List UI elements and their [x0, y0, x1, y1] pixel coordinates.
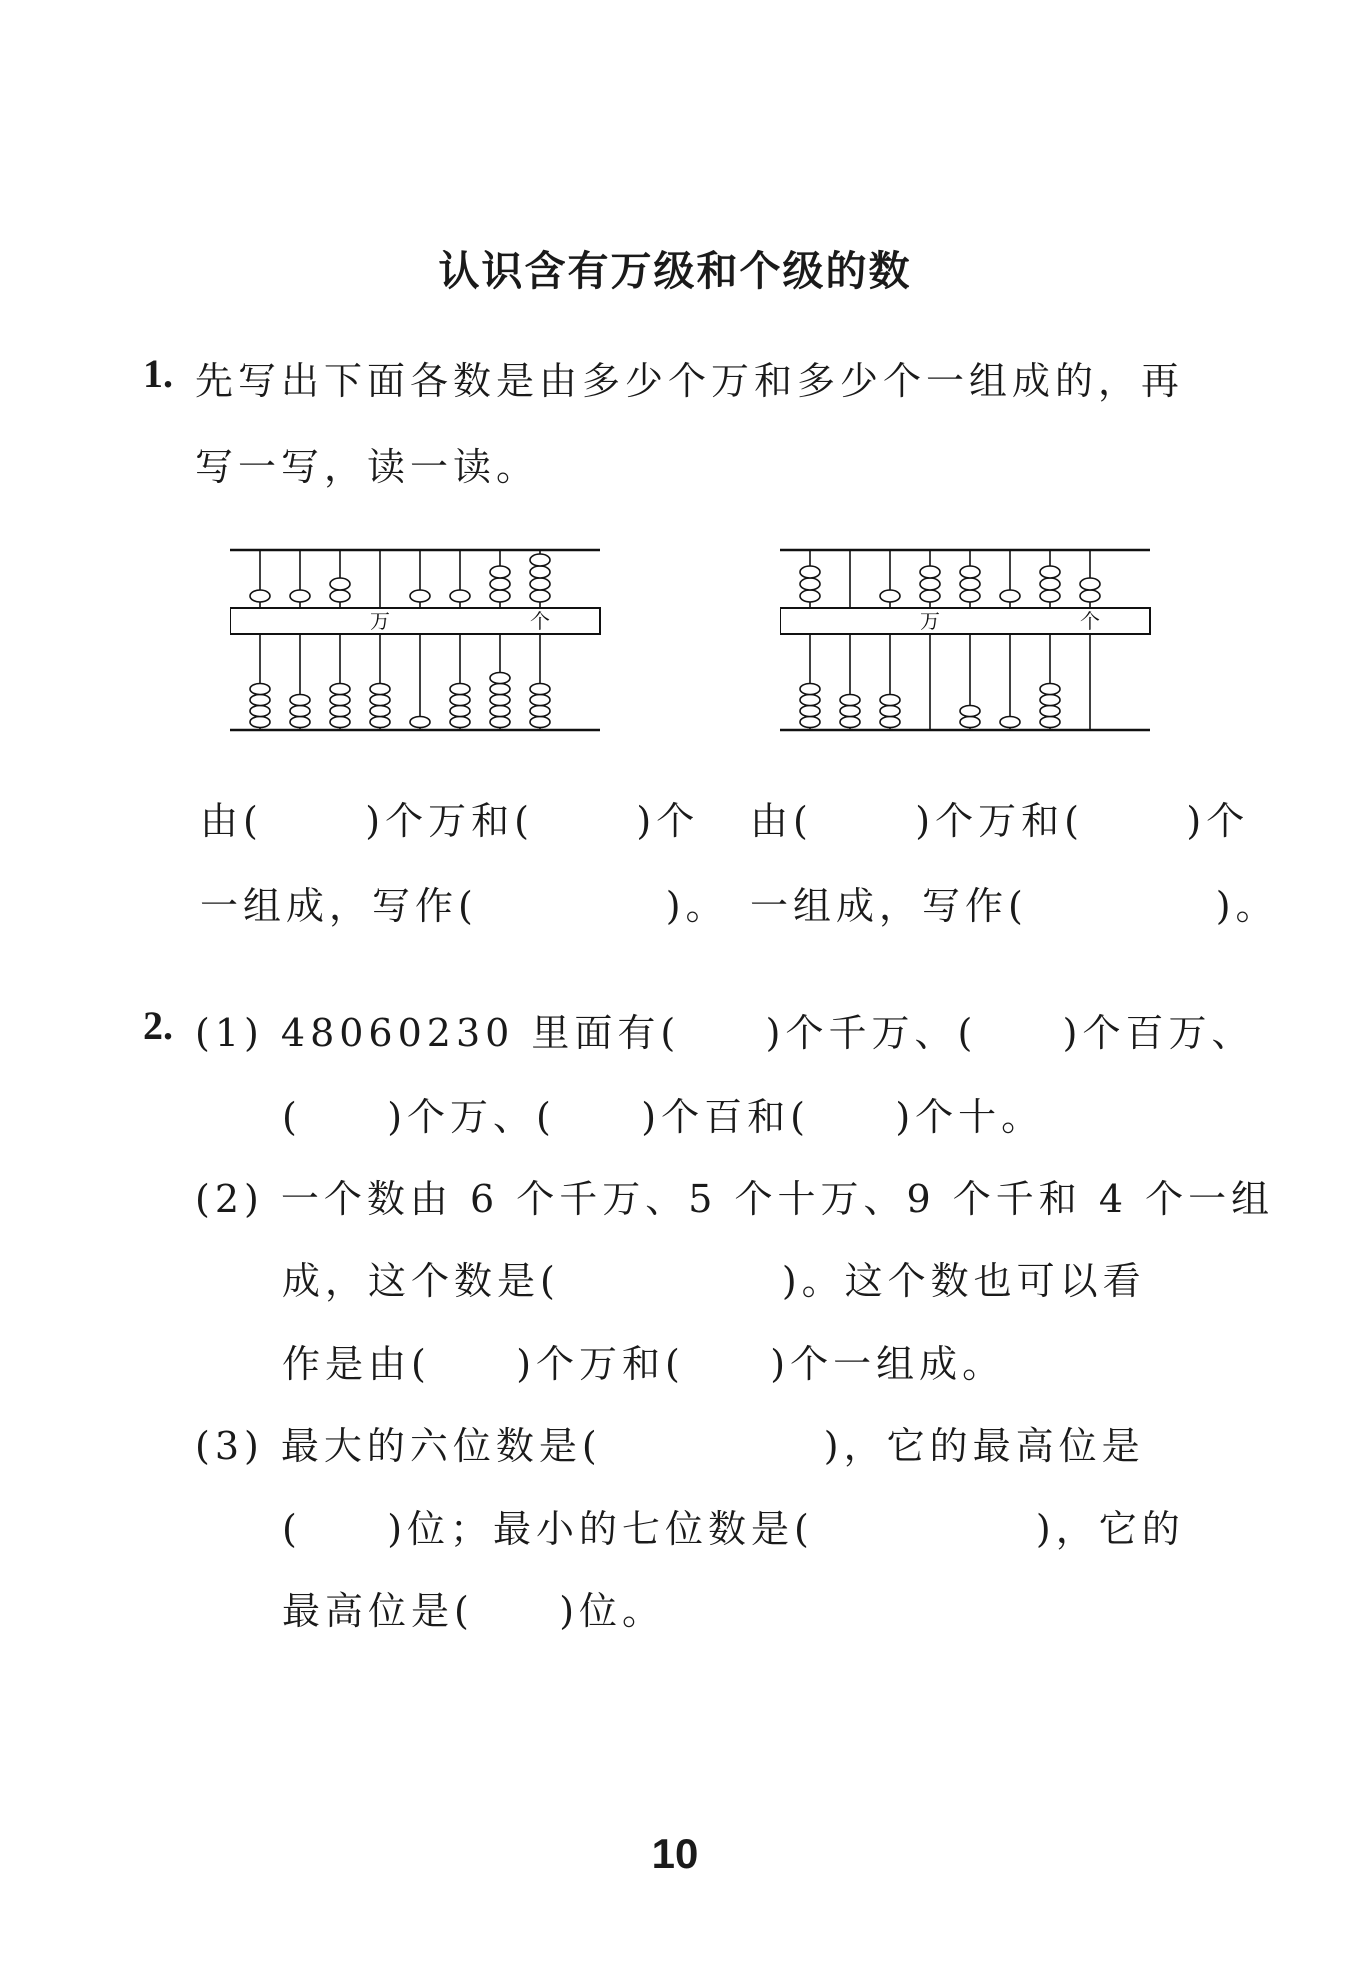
abacus-right-lower-bead — [1040, 706, 1060, 717]
abacus-left-upper-bead — [450, 590, 470, 602]
abacus-left-lower-bead — [490, 717, 510, 728]
abacus-left-upper-bead — [290, 590, 310, 602]
q2-part3-line-1: (3) 最大的六位数是( )，它的最高位是 — [195, 1424, 1145, 1468]
abacus-right-lower-bead — [880, 717, 900, 728]
abacus-left-lower-bead — [330, 717, 350, 728]
q2-part2-line-1: (2) 一个数由 6 个千万、5 个十万、9 个千和 4 个一组 — [195, 1177, 1275, 1221]
abacus-right-lower-bead — [1040, 717, 1060, 728]
abacus-left-upper-bead — [250, 590, 270, 602]
abacus-right-lower-bead — [800, 695, 820, 706]
abacus-left-lower-bead — [530, 695, 550, 706]
abacus-right-lower-bead — [1040, 684, 1060, 695]
abacus-right-upper-bead — [1080, 590, 1100, 602]
abacus-left-upper-bead — [530, 590, 550, 602]
abacus-right-lower-bead — [800, 717, 820, 728]
abacus-left-lower-bead — [250, 695, 270, 706]
abacus-left-upper-bead — [530, 578, 550, 590]
abacus-left-lower-bead — [290, 706, 310, 717]
abacus-left-upper-bead — [330, 578, 350, 590]
q2-part1-line-2: ( )个万、( )个百和( )个十。 — [282, 1095, 1045, 1139]
abacus-right-upper-bead — [800, 566, 820, 578]
abacus-right-upper-bead — [1080, 578, 1100, 590]
page-title: 认识含有万级和个级的数 — [438, 247, 912, 295]
abacus-right-upper-bead — [880, 590, 900, 602]
abacus-right-lower-bead — [840, 695, 860, 706]
abacus-right-lower-bead — [1040, 695, 1060, 706]
abacus-left-lower-bead — [530, 684, 550, 695]
abacus-right-upper-bead — [1040, 566, 1060, 578]
q2-part2-line-2: 成，这个数是( )。这个数也可以看 — [282, 1259, 1146, 1303]
abacus-right-lower-bead — [800, 706, 820, 717]
q2-part3-line-3: 最高位是( )位。 — [282, 1589, 666, 1633]
page-number: 10 — [651, 1830, 699, 1877]
q2-part3-line-2: ( )位；最小的七位数是( )，它的 — [282, 1507, 1185, 1551]
question-1-number: 1. — [143, 351, 173, 396]
abacus-right-upper-bead — [920, 590, 940, 602]
abacus-right-lower-bead — [1000, 717, 1020, 728]
abacus-left-lower-bead — [250, 684, 270, 695]
abacus-right-lower-bead — [880, 695, 900, 706]
question-2-number: 2. — [143, 1003, 173, 1048]
abacus-right-upper-bead — [960, 566, 980, 578]
abacus-left-lower-bead — [290, 717, 310, 728]
abacus-left-lower-bead — [490, 695, 510, 706]
abacus-right-upper-bead — [920, 566, 940, 578]
abacus-right-fill-2: 一组成，写作( )。 — [750, 884, 1279, 928]
abacus-left-lower-bead — [370, 717, 390, 728]
abacus-left-lower-bead — [490, 673, 510, 684]
abacus-right — [780, 530, 1180, 750]
abacus-right-upper-bead — [960, 578, 980, 590]
abacus-left-fill-2: 一组成，写作( )。 — [200, 884, 729, 928]
abacus-left-lower-bead — [530, 717, 550, 728]
abacus-left-lower-bead — [490, 684, 510, 695]
abacus-right-upper-bead — [920, 578, 940, 590]
abacus-left-upper-bead — [530, 566, 550, 578]
abacus-left-upper-bead — [490, 590, 510, 602]
abacus-left-lower-bead — [370, 695, 390, 706]
abacus-left-lower-bead — [330, 695, 350, 706]
abacus-left-lower-bead — [330, 684, 350, 695]
abacus-left-upper-bead — [530, 554, 550, 566]
abacus-left-lower-bead — [250, 717, 270, 728]
abacus-right-upper-bead — [800, 578, 820, 590]
abacus-right-upper-bead — [960, 590, 980, 602]
abacus-right-wan-label: 万 — [920, 609, 940, 633]
abacus-left-lower-bead — [370, 684, 390, 695]
abacus-left-lower-bead — [290, 695, 310, 706]
abacus-left-lower-bead — [370, 706, 390, 717]
question-1-line-1: 先写出下面各数是由多少个万和多少个一组成的，再 — [195, 359, 1185, 403]
abacus-left-upper-bead — [490, 566, 510, 578]
abacus-left-upper-bead — [410, 590, 430, 602]
abacus-right-lower-bead — [800, 684, 820, 695]
abacus-left-lower-bead — [330, 706, 350, 717]
q2-part1-line-1: (1) 48060230 里面有( )个千万、( )个百万、 — [195, 1011, 1255, 1055]
abacus-right-lower-bead — [960, 717, 980, 728]
abacus-left-lower-bead — [450, 717, 470, 728]
abacus-left-lower-bead — [450, 695, 470, 706]
abacus-left-lower-bead — [250, 706, 270, 717]
q2-part2-line-3: 作是由( )个万和( )个一组成。 — [282, 1342, 1006, 1386]
question-1-line-2: 写一写，读一读。 — [195, 445, 540, 489]
abacus-left-upper-bead — [490, 578, 510, 590]
abacus-left — [230, 530, 630, 750]
abacus-right-upper-bead — [1040, 578, 1060, 590]
abacus-right-upper-bead — [1000, 590, 1020, 602]
abacus-left-wan-label: 万 — [370, 609, 390, 633]
abacus-right-lower-bead — [840, 706, 860, 717]
abacus-left-fill-1: 由( )个万和( )个 — [200, 799, 700, 843]
abacus-right-lower-bead — [840, 717, 860, 728]
abacus-left-lower-bead — [450, 706, 470, 717]
abacus-right-lower-bead — [880, 706, 900, 717]
abacus-right-upper-bead — [800, 590, 820, 602]
abacus-right-fill-1: 由( )个万和( )个 — [750, 799, 1250, 843]
abacus-left-lower-bead — [530, 706, 550, 717]
abacus-left-ge-label: 个 — [530, 609, 550, 633]
abacus-right-upper-bead — [1040, 590, 1060, 602]
abacus-left-upper-bead — [330, 590, 350, 602]
abacus-right-lower-bead — [960, 706, 980, 717]
abacus-left-lower-bead — [490, 706, 510, 717]
abacus-right-ge-label: 个 — [1080, 609, 1100, 633]
abacus-left-lower-bead — [450, 684, 470, 695]
abacus-left-lower-bead — [410, 717, 430, 728]
